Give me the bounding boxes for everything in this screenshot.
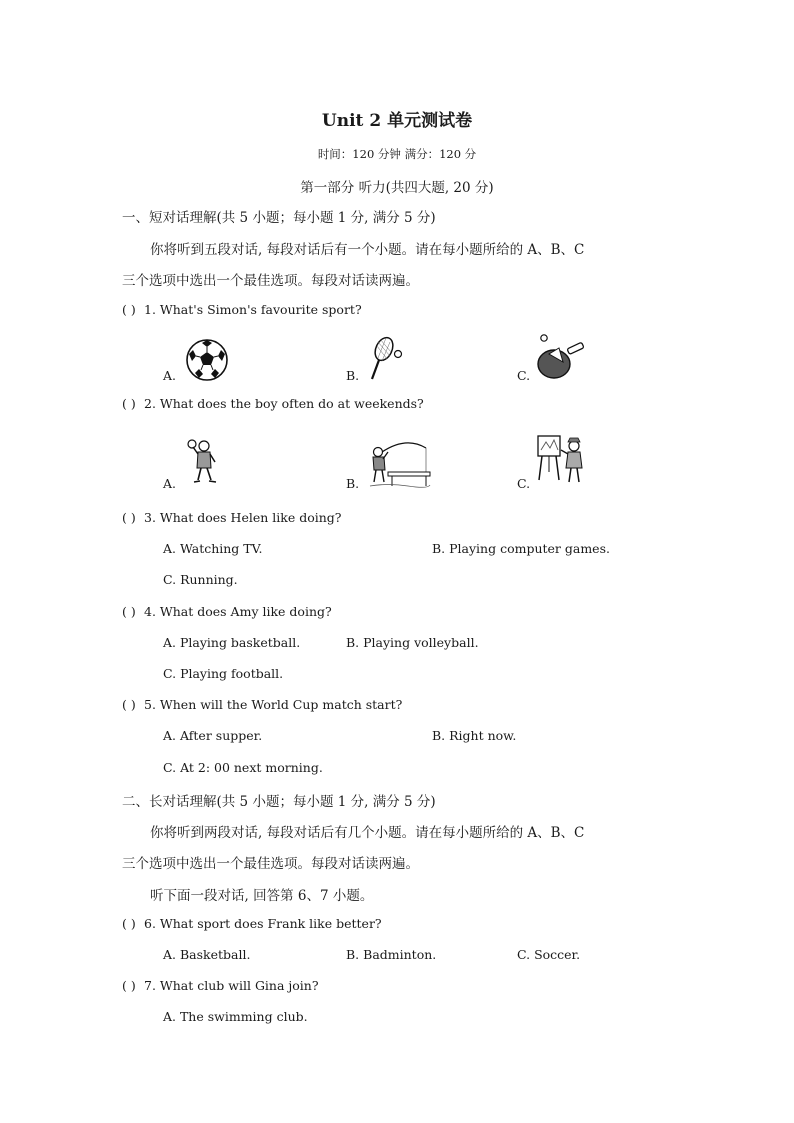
q1-option-b[interactable]: B. (346, 368, 360, 383)
answer-blank[interactable]: ( ) (122, 604, 136, 619)
part-heading: 第一部分 听力(共四大题, 20 分) (300, 180, 494, 196)
answer-blank[interactable]: ( ) (122, 396, 136, 411)
fishing-boy-icon (368, 438, 432, 490)
q5-option-c[interactable]: C. At 2: 00 next morning. (163, 760, 323, 775)
q6-option-b[interactable]: B. Badminton. (346, 947, 437, 962)
section-2-instruction-line-3: 听下面一段对话, 回答第 6、7 小题。 (150, 888, 374, 904)
answer-blank[interactable]: ( ) (122, 978, 136, 993)
question-2 (122, 396, 424, 411)
question-text: 4. What does Amy like doing? (144, 604, 332, 619)
question-text: 5. When will the World Cup match start? (144, 697, 403, 712)
question-5 (122, 697, 402, 712)
question-3 (122, 510, 342, 525)
basketball-player-icon (186, 436, 222, 488)
section-1-instruction-line-2: 三个选项中选出一个最佳选项。每段对话读两遍。 (122, 273, 419, 289)
question-6 (122, 916, 382, 931)
q1-option-c[interactable]: C. (517, 368, 531, 383)
q2-option-c[interactable]: C. (517, 476, 531, 491)
page-title: Unit 2 单元测试卷 (321, 111, 473, 131)
q5-option-a[interactable]: A. After supper. (163, 728, 263, 743)
q3-option-a[interactable]: A. Watching TV. (163, 541, 263, 556)
question-4 (122, 604, 332, 619)
q1-option-a[interactable]: A. (163, 368, 177, 383)
q2-option-b[interactable]: B. (346, 476, 360, 491)
soccer-ball-icon (184, 337, 230, 383)
q4-option-a[interactable]: A. Playing basketball. (163, 635, 301, 650)
section-1-instruction-line-1: 你将听到五段对话, 每段对话后有一个小题。请在每小题所给的 A、B、C (150, 242, 585, 258)
section-2-instruction-line-1: 你将听到两段对话, 每段对话后有几个小题。请在每小题所给的 A、B、C (150, 825, 585, 841)
question-text: 7. What club will Gina join? (144, 978, 319, 993)
q6-option-a[interactable]: A. Basketball. (163, 947, 251, 962)
question-text: 6. What sport does Frank like better? (144, 916, 382, 931)
q6-option-c[interactable]: C. Soccer. (517, 947, 581, 962)
question-text: 2. What does the boy often do at weekends? (144, 396, 424, 411)
q2-option-a[interactable]: A. (163, 476, 177, 491)
section-2-heading: 二、长对话理解(共 5 小题；每小题 1 分, 满分 5 分) (122, 794, 436, 810)
section-2-instruction-line-2: 三个选项中选出一个最佳选项。每段对话读两遍。 (122, 856, 419, 872)
q4-option-c[interactable]: C. Playing football. (163, 666, 284, 681)
tennis-racket-icon (364, 334, 408, 382)
q4-option-b[interactable]: B. Playing volleyball. (346, 635, 479, 650)
question-text: 1. What's Simon's favourite sport? (144, 302, 362, 317)
question-text: 3. What does Helen like doing? (144, 510, 342, 525)
q3-option-b[interactable]: B. Playing computer games. (432, 541, 610, 556)
answer-blank[interactable]: ( ) (122, 697, 136, 712)
painting-boy-icon (534, 432, 588, 488)
question-7 (122, 978, 319, 993)
q7-option-a[interactable]: A. The swimming club. (163, 1009, 308, 1024)
q5-option-b[interactable]: B. Right now. (432, 728, 517, 743)
ping-pong-paddle-icon (535, 332, 587, 382)
answer-blank[interactable]: ( ) (122, 302, 136, 317)
section-1-heading: 一、短对话理解(共 5 小题；每小题 1 分, 满分 5 分) (122, 210, 436, 226)
question-1 (122, 302, 362, 317)
answer-blank[interactable]: ( ) (122, 916, 136, 931)
answer-blank[interactable]: ( ) (122, 510, 136, 525)
q3-option-c[interactable]: C. Running. (163, 572, 238, 587)
exam-meta: 时间：120 分钟 满分：120 分 (317, 147, 477, 161)
